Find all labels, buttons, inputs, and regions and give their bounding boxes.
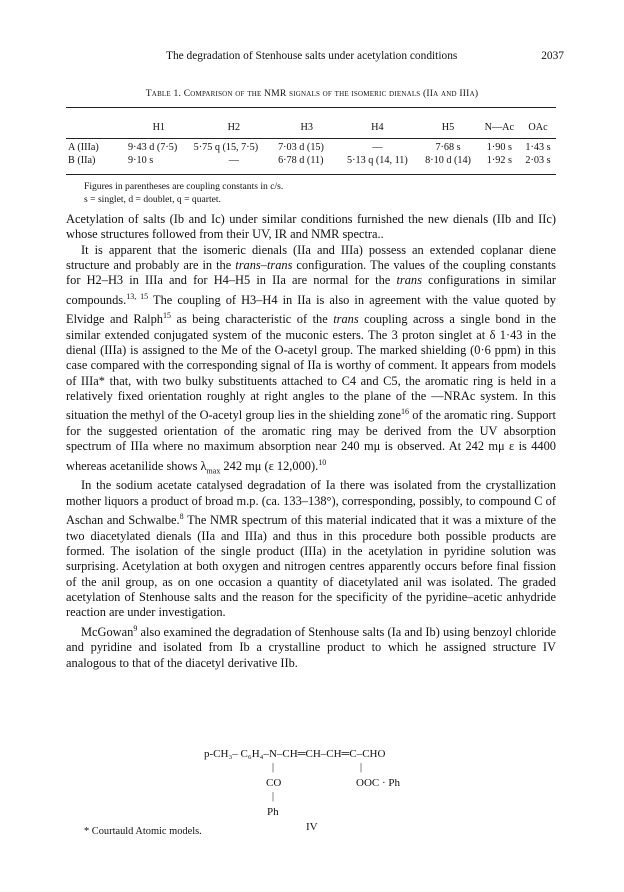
formula-phenyl: Ph (267, 806, 279, 818)
running-title: The degradation of Stenhouse salts under acetylation conditions (166, 50, 458, 62)
table-footnote: Figures in parentheses are coupling constants in c/s. (84, 181, 284, 192)
page-footnote: * Courtauld Atomic models. (84, 826, 202, 837)
table-cell: 7·03 d (15) (278, 142, 324, 153)
table-cell: — (372, 142, 383, 153)
table-caption-prefix: Table 1. (145, 88, 182, 99)
table-caption (0, 88, 624, 99)
table-header-row (66, 117, 556, 137)
row-label: A (IIIa) (68, 142, 99, 153)
table-cell: 9·10 s (128, 155, 154, 166)
col-header (66, 117, 126, 137)
col-header: N—Ac (484, 121, 515, 133)
col-header: H4 (371, 121, 384, 133)
col-header: OAc (528, 121, 548, 133)
bond-line: | (272, 762, 275, 773)
paragraph: McGowan$^9$ also examined the degradation of Stenhouse salts (Ia and Ib) using benzoyl chloride and pyridine and isolated from Ib a crystalline product to which he assigned structure IV analogous to that of the diacetyl derivative IIb. (66, 623, 556, 670)
paragraph: It is apparent that the isomeric dienals (IIa and IIIa) possess an extended coplanar diene structure and probably are in the trans–trans configuration. The values of the coupling constants for H2–H3 in IIIa and for H4–H5 in IIa are normal for the trans configurations in similar compounds.$^{13, 15}$ The coupling of H3–H4 in IIa is also in agreement with the value quoted by Elvidge and Ralph$^{15}$ as being characteristic of the trans coupling across a single bond in the similar extended conjugated system of the muconic esters. The 3 proton singlet at δ 1·43 in the dienal (IIIa) is assigned to the Me of the O-acetyl group. The marked shielding (0·6 ppm) in this case compared with the corresponding signal of IIa is worthy of comment. It appears from models of IIIa* that, with two bulky substituents attached to C4 and C5, the aromatic ring is held in a relatively fixed orientation roughly at right angles to the plane of the —NRAc system. In this situation the methyl of the O-acetyl group lies in the shielding zone$^{16}$ of the aromatic ring. Support for the suggested orientation of the aromatic ring may be derived from the UV absorption spectrum of IIIa where no maximum absorption near 240 mμ is observed. At 242 mμ ε is 4400 whereas acetanilide shows $\lambda_{max}$ 242 mμ (ε 12,000).$^{10}$ (66, 242, 557, 476)
body-text (66, 212, 556, 671)
col-header: H1 (152, 121, 166, 133)
nmr-table (66, 117, 556, 167)
table-cell: 2·03 s (525, 155, 551, 166)
table-cell: — (228, 155, 239, 166)
table-cell: 1·43 s (525, 142, 551, 153)
page-number: 2037 (541, 50, 564, 62)
table-row (66, 141, 556, 154)
table-row (66, 154, 556, 167)
table-cell: 5·75 q (15, 7·5) (193, 142, 259, 153)
paragraph: Acetylation of salts (Ib and Ic) under similar conditions furnished the new dienals (IIb and IIc) whose structures followed from their UV, IR and NMR spectra.. (66, 212, 556, 242)
paragraph: In the sodium acetate catalysed degradation of Ia there was isolated from the crystallization mother liquors a product of broad m.p. (ca. 133–138°), corresponding, possibly, to compound C of Aschan and Schwalbe.$^8$ The NMR spectrum of this material indicated that it was a mixture of the two diacetylated dienals (IIa and IIIa) and thus in this procedure both possible products are formed. The isolation of the single product (IIIa) in the acetylation in pyridine solution was surprising. Acetylation at both oxygen and nitrogen centres apparently occurs before final fission of the anil group, as on one occasion a quantity of diacetylated anil was isolated. The graded acetylation of Stenhouse salts and the reason for the specificity of the pyridine–acetic anhydride reaction are under investigation. (66, 478, 557, 620)
col-header: H3 (300, 121, 313, 133)
formula-c-substituent: OOC · Ph (356, 777, 401, 789)
formula-main-chain: p-CH₃– C₆H₄–N–CH═CH–CH═C–CHO (204, 748, 386, 760)
col-header: H2 (227, 121, 241, 133)
table-cell: 7·68 s (435, 142, 461, 153)
table-cell: 1·90 s (486, 142, 512, 153)
compound-label: IV (306, 821, 318, 833)
table-cell: 6·78 d (11) (278, 155, 324, 166)
table-cell: 1·92 s (486, 155, 512, 166)
bond-line: | (360, 762, 363, 773)
table-top-rule (66, 107, 556, 108)
table-cell: 9·43 d (7·5) (128, 142, 178, 153)
table-bottom-rule (66, 174, 556, 175)
table-footnote: s = singlet, d = doublet, q = quartet. (84, 194, 221, 205)
table-cell: 8·10 d (14) (425, 155, 471, 166)
formula-n-substituent: CO (266, 777, 282, 789)
col-header: H5 (441, 121, 455, 133)
table-cell: 5·13 q (14, 11) (347, 155, 408, 166)
row-label: B (IIa) (68, 155, 96, 166)
table-caption-text: Comparison of the NMR signals of the isomeric dienals (IIa and IIIa) (183, 88, 479, 99)
bond-line: | (272, 791, 275, 802)
